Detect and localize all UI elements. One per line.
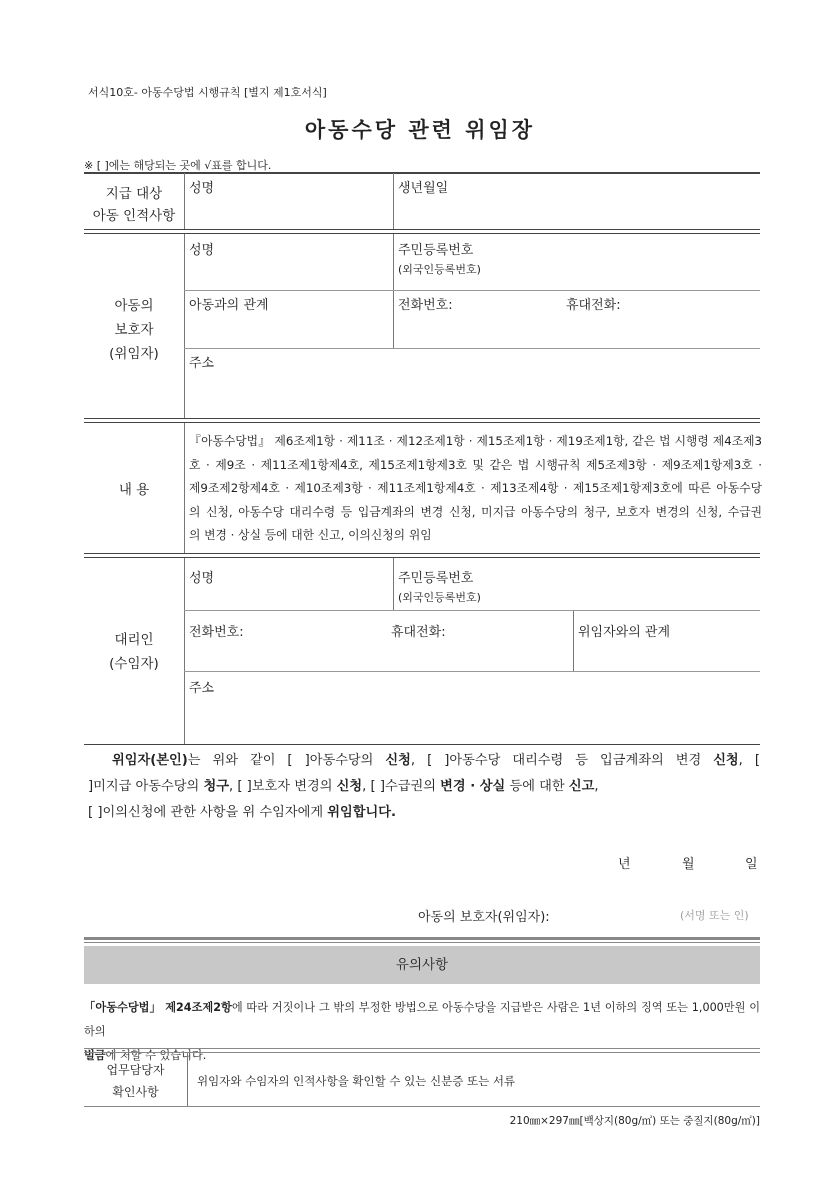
- decl-part: 청구: [203, 779, 229, 794]
- agent-name-field[interactable]: 성명: [189, 571, 215, 586]
- guardian-label-line1: 아동의: [114, 298, 154, 314]
- agent-phone-field[interactable]: 전화번호:: [189, 625, 244, 640]
- guardian-name-field[interactable]: 성명: [189, 243, 215, 258]
- agent-address-field[interactable]: 주소: [189, 681, 215, 696]
- child-name-field[interactable]: 성명: [189, 181, 215, 196]
- verification-label: [84, 1059, 187, 1103]
- decl-part: ,: [594, 779, 599, 794]
- decl-part: 신청: [385, 753, 411, 768]
- agent-foreign-label: (외국인등록번호): [398, 591, 481, 604]
- content-line: 의 신청, 아동수당 대리수령 등 입금계좌의 변경 신청, 미지급 아동수당의 청구, 보호자 변경의 신청, 수급권: [189, 504, 762, 519]
- child-section-label: [84, 183, 184, 227]
- decl-part: 등에 대한: [505, 779, 569, 794]
- decl-part: , [: [738, 753, 761, 768]
- form-reference: 서식10호- 아동수당법 시행규칙 [별지 제1호서식]: [88, 86, 327, 99]
- guardian-relation-field[interactable]: 아동과의 관계: [189, 298, 269, 313]
- content-line: 의 변경 · 상실 등에 대한 신고, 이의신청의 위임: [189, 528, 432, 542]
- content-section-label: 내 용: [118, 482, 150, 498]
- agent-relation-field[interactable]: 위임자와의 관계: [578, 625, 671, 640]
- guardian-label-line3: (위임자): [109, 346, 159, 362]
- decl-part: [ ]이의신청에 관한 사항을 위 수임자에게: [88, 805, 328, 820]
- guardian-address-field[interactable]: 주소: [189, 356, 215, 371]
- guardian-phone-field[interactable]: 전화번호:: [398, 298, 453, 313]
- check-note: ※ [ ]에는 해당되는 곳에 √표를 합니다.: [84, 159, 272, 172]
- page-title: 아동수당 관련 위임장: [304, 118, 536, 142]
- decl-part: ]미지급 아동수당의: [88, 779, 204, 794]
- verification-label-line2: 확인사항: [112, 1085, 159, 1099]
- content-line: 호 · 제9조 · 제11조제1항제4호, 제15조제1항제3호 및 같은 법 시행규칙 제5조제3항 · 제9조제1항제3호 ·: [189, 457, 762, 472]
- signature-label: 아동의 보호자(위임자):: [418, 910, 550, 925]
- notice-text: [84, 996, 760, 1068]
- guardian-mobile-field[interactable]: 휴대전화:: [566, 298, 621, 313]
- agent-section-label: [84, 628, 184, 676]
- verification-label-line1: 업무담당자: [106, 1063, 165, 1077]
- guardian-label-line2: 보호자: [114, 322, 154, 338]
- notice-title: 유의사항: [84, 946, 760, 984]
- guardian-rrn-field[interactable]: [398, 239, 481, 277]
- guardian-section-label: [84, 294, 184, 366]
- decl-part: , [ ]아동수당 대리수령 등 입금계좌의 변경: [410, 753, 714, 768]
- content-line: 『아동수당법』 제6조제1항 · 제11조 · 제12조제1항 · 제15조제1항 · 제19조제1항, 같은 법 시행령 제4조제3: [189, 434, 762, 448]
- decl-part: , [ ]수급권의: [362, 779, 441, 794]
- decl-part: 위임자(본인): [112, 753, 188, 768]
- paper-spec: 210㎜×297㎜[백상지(80g/㎡) 또는 중질지(80g/㎡)]: [509, 1115, 760, 1127]
- decl-part: 위임합니다.: [327, 805, 396, 820]
- child-label-line2: 아동 인적사항: [92, 208, 176, 224]
- decl-part: 신청: [336, 779, 363, 794]
- date-year[interactable]: 년: [618, 857, 631, 872]
- decl-part: 신청: [713, 753, 739, 768]
- signature-hint[interactable]: (서명 또는 인): [680, 909, 749, 922]
- date-month[interactable]: 월: [682, 857, 695, 872]
- content-text: [189, 430, 762, 548]
- notice-part: 에 처할 수 있습니다.: [105, 1049, 207, 1062]
- decl-part: , [ ]보호자 변경의: [228, 779, 337, 794]
- decl-part: 변경 · 상실: [440, 779, 506, 794]
- child-birthdate-field[interactable]: 생년월일: [398, 181, 449, 196]
- notice-part: 벌금: [84, 1049, 106, 1062]
- top-border: [84, 172, 760, 174]
- verification-text: 위임자와 수임자의 인적사항을 확인할 수 있는 신분증 또는 서류: [197, 1074, 516, 1088]
- guardian-rrn-label: 주민등록번호: [398, 243, 474, 258]
- date-day[interactable]: 일: [745, 857, 758, 872]
- agent-label-line1: 대리인: [114, 632, 154, 648]
- decl-part: 는 위와 같이 [ ]아동수당의: [187, 753, 386, 768]
- notice-part: 「아동수당법」 제24조제2항: [84, 1001, 232, 1014]
- agent-mobile-field[interactable]: 휴대전화:: [391, 625, 446, 640]
- child-label-line1: 지급 대상: [105, 186, 163, 202]
- guardian-foreign-label: (외국인등록번호): [398, 263, 481, 276]
- declaration-text: [88, 748, 760, 826]
- agent-label-line2: (수임자): [109, 656, 159, 672]
- decl-part: 신고: [568, 779, 595, 794]
- notice-part: 에 따라 거짓이나 그 밖의 부정한 방법으로 아동수당을 지급받은 사람은 1년 이하의 징역 또는 1,000만원 이하의: [84, 1001, 761, 1038]
- agent-rrn-label: 주민등록번호: [398, 571, 474, 586]
- content-line: 제9조제2항제4호 · 제10조제3항 · 제11조제1항제4호 · 제13조제4항 · 제15조제1항제3호에 따른 아동수당: [189, 481, 762, 495]
- agent-rrn-field[interactable]: [398, 567, 481, 605]
